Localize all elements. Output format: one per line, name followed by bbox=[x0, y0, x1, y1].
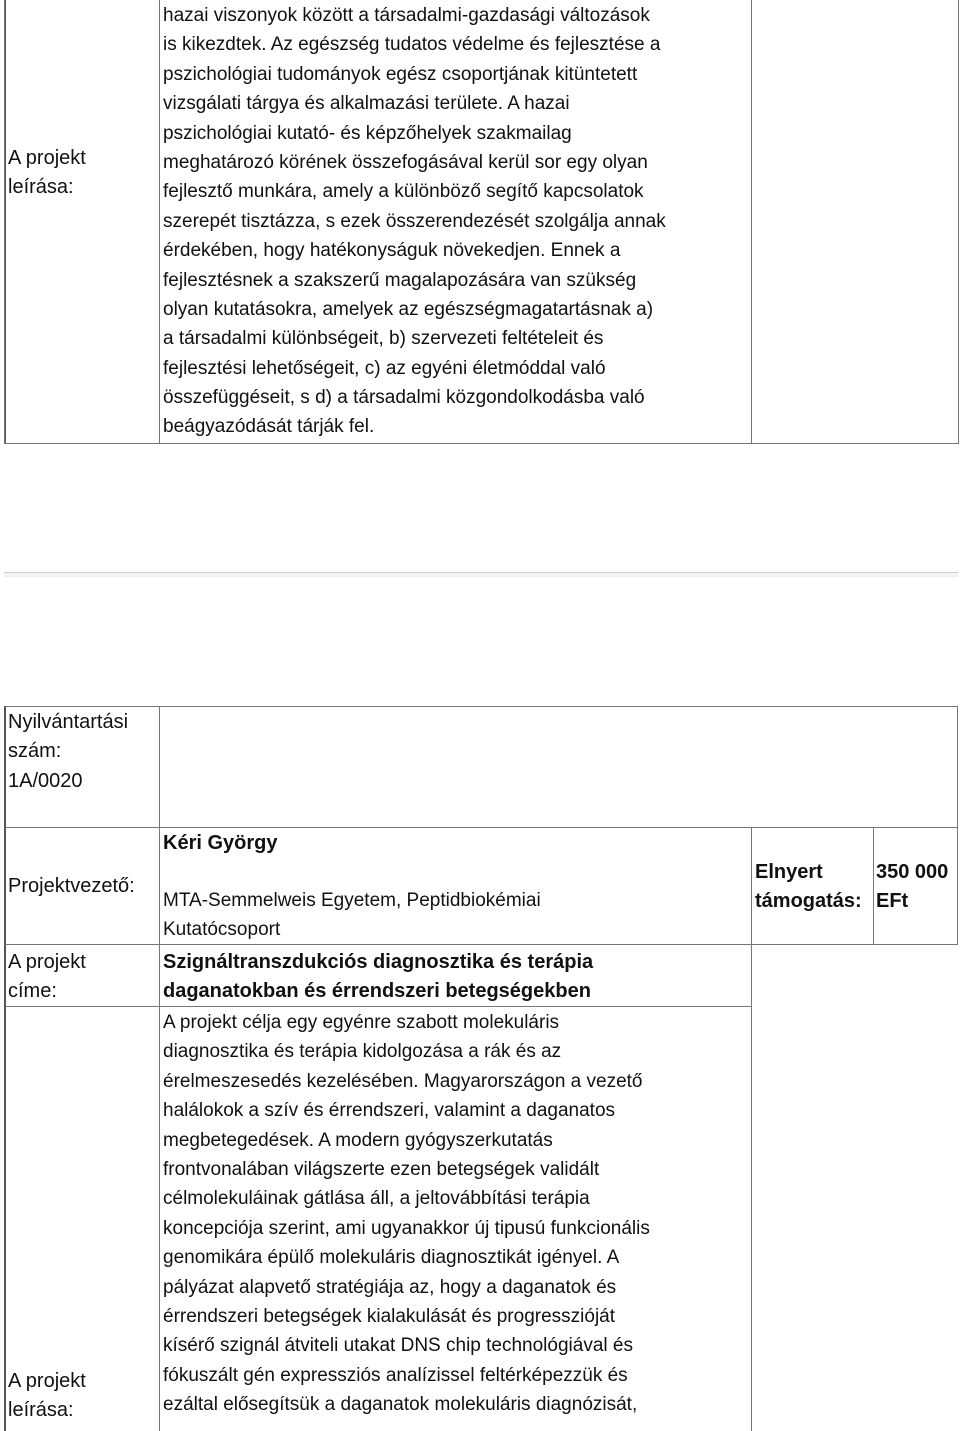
description-line: A projekt célja egy egyénre szabott molekuláris bbox=[163, 1012, 560, 1033]
description-line: fejlesztési lehetőségeit, c) az egyéni életmóddal való bbox=[163, 357, 606, 379]
description-line: a társadalmi különbségeit, b) szervezeti feltételeit és bbox=[163, 328, 604, 350]
section-separator bbox=[4, 572, 958, 577]
description-line: vizsgálati tárgya és alkalmazási területe. A hazai bbox=[163, 93, 570, 115]
record1-description-label: A projekt leírása: bbox=[8, 147, 86, 199]
project-title: Szignáltranszdukciós diagnosztika és terápia daganatokban és érrendszeri betegségekben bbox=[163, 951, 594, 1003]
title-label: A projekt címe: bbox=[8, 951, 86, 1003]
description-line: megbetegedések. A modern gyógyszerkutatás bbox=[163, 1129, 553, 1151]
description-line: kísérő szignál átviteli utakat DNS chip technológiával és bbox=[163, 1335, 633, 1357]
description-line: fókuszált gén expressziós analízissel feltérképezzük és bbox=[163, 1364, 628, 1386]
description-line: összefüggéseit, s d) a társadalmi közgondolkodásba való bbox=[163, 387, 645, 409]
description-line: fejlesztésnek a szakszerű magalapozására van szükség bbox=[163, 269, 637, 291]
description-line: fejlesztő munkára, amely a különböző segítő kapcsolatok bbox=[163, 181, 644, 203]
description-line: diagnosztika és terápia kidolgozása a rák és az bbox=[163, 1041, 562, 1063]
leader-institution: MTA-Semmelweis Egyetem, Peptidbiokémiai Kutatócsoport bbox=[163, 890, 541, 941]
description-line: célmolekuláinak gátlása áll, a jeltovábbítási terápia bbox=[163, 1188, 590, 1210]
registration-label: Nyilvántartási szám: 1A/0020 bbox=[8, 708, 128, 796]
leader-label: Projektvezető: bbox=[8, 875, 135, 897]
leader-name: Kéri György bbox=[163, 832, 278, 854]
registration-number: 1A/0020 bbox=[8, 769, 83, 792]
description-line: beágyazódását tárják fel. bbox=[163, 416, 375, 438]
record2-description-text bbox=[163, 1008, 650, 1419]
description-line: frontvonalában világszerte ezen betegségek validált bbox=[163, 1158, 600, 1180]
record1-label-cell bbox=[4, 0, 160, 444]
description-line: pszichológiai tudományok egész csoportjának kitüntetett bbox=[163, 63, 638, 85]
description-line: genomikára épülő molekuláris diagnosztikát igényel. A bbox=[163, 1247, 620, 1269]
registration-empty-cell bbox=[159, 706, 958, 828]
description-line: ezáltal elősegítsük a daganatok molekuláris diagnózisát, bbox=[163, 1394, 638, 1416]
description-line: szerepét tisztázza, s ezek összerendezését szolgálja annak bbox=[163, 210, 666, 232]
funding-label: Elnyert támogatás: bbox=[755, 861, 862, 913]
description-label: A projekt leírása: bbox=[8, 1370, 86, 1422]
description-line: pályázat alapvető stratégiája az, hogy a daganatok és bbox=[163, 1276, 617, 1298]
description-line: olyan kutatásokra, amelyek az egészségmagatartásnak a) bbox=[163, 298, 654, 320]
funding-value: 350 000 EFt bbox=[876, 861, 949, 913]
description-line: meghatározó körének összefogásával kerül sor egy olyan bbox=[163, 151, 648, 173]
description-line: koncepciója szerint, ami ugyanakkor új tipusú funkcionális bbox=[163, 1217, 650, 1239]
record1-description-text bbox=[163, 1, 666, 442]
description-line: pszichológiai kutató- és képzőhelyek szakmailag bbox=[163, 122, 572, 144]
description-line: hazai viszonyok között a társadalmi-gazdasági változások bbox=[163, 5, 650, 26]
description-line: is kikezdtek. Az egészség tudatos védelme és fejlesztése a bbox=[163, 34, 661, 56]
description-line: érelmeszesedés kezelésében. Magyarországon a vezető bbox=[163, 1070, 643, 1092]
description-line: halálokok a szív és érrendszeri, valamint a daganatos bbox=[163, 1100, 616, 1122]
description-line: érdekében, hogy hatékonyságuk növekedjen. Ennek a bbox=[163, 240, 621, 262]
description-line: érrendszeri betegségek kialakulását és progresszióját bbox=[163, 1305, 616, 1327]
